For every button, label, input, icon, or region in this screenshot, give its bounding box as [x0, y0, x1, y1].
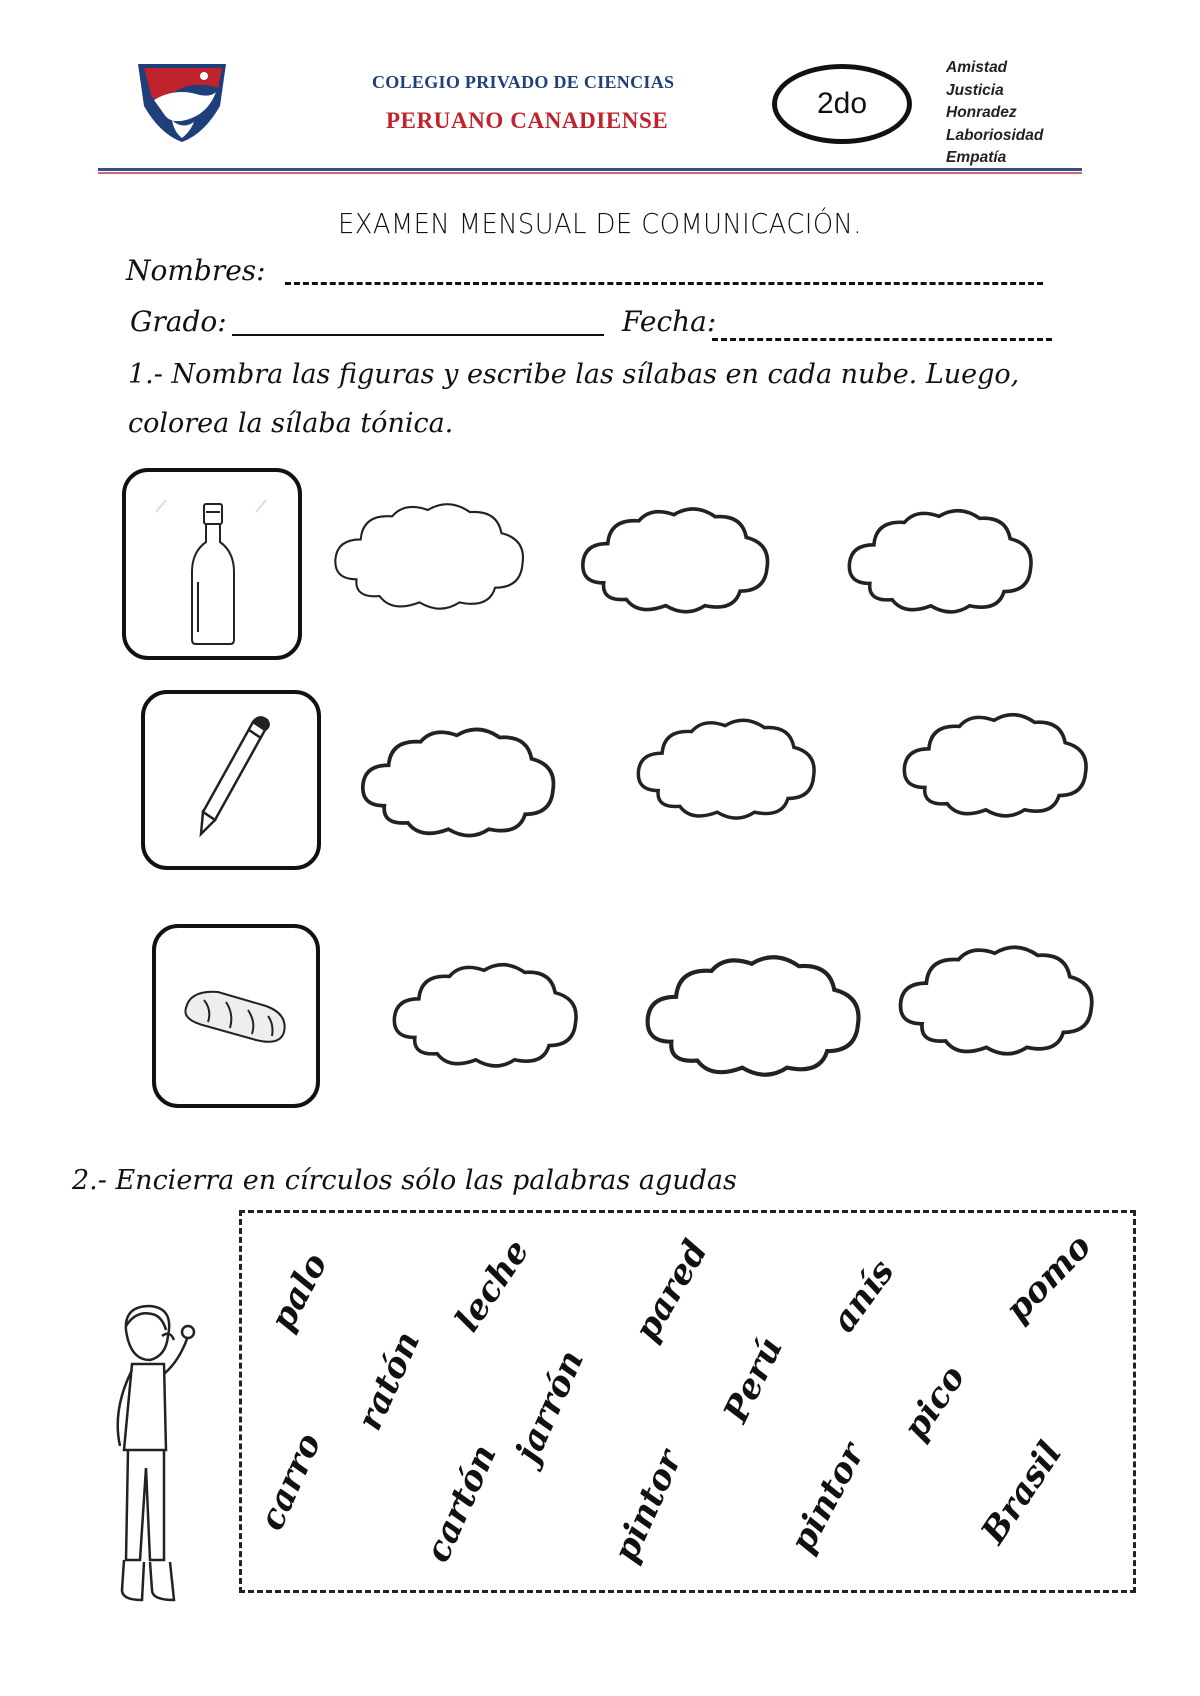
answer-cloud[interactable]: [890, 700, 1102, 822]
picture-box: [141, 690, 321, 870]
answer-cloud[interactable]: [592, 706, 862, 824]
word-option[interactable]: Brasil: [973, 1434, 1071, 1552]
word-option[interactable]: jarrón: [507, 1344, 593, 1469]
answer-cloud[interactable]: [560, 494, 792, 618]
word-option[interactable]: pintor: [782, 1436, 873, 1560]
answer-cloud[interactable]: [636, 928, 872, 1094]
word-option[interactable]: carro: [251, 1427, 330, 1537]
word-option[interactable]: anís: [823, 1252, 903, 1340]
word-option[interactable]: pintor: [605, 1444, 691, 1569]
answer-cloud[interactable]: [828, 496, 1054, 618]
school-shield-logo: [134, 58, 230, 144]
value-item: Justicia: [946, 81, 1004, 99]
grade-badge-text: 2do: [816, 87, 868, 120]
answer-cloud[interactable]: [348, 714, 570, 842]
value-item: Amistad: [946, 59, 1008, 76]
header-divider: [98, 168, 1082, 171]
boy-thinking-icon: [96, 1300, 206, 1620]
answer-cloud[interactable]: [364, 950, 608, 1072]
exam-title: EXAMEN MENSUAL DE COMUNICACIÓN.: [338, 207, 862, 240]
school-values-list: [946, 57, 1043, 170]
word-option[interactable]: cartón: [417, 1438, 505, 1569]
question-1-line1: 1.- Nombra las figuras y escribe las sílabas en cada nube. Luego,: [128, 359, 1020, 390]
value-item: Empatía: [946, 149, 1007, 166]
school-name-line1: COLEGIO PRIVADO DE CIENCIAS: [372, 72, 675, 92]
bottle-icon: [126, 472, 298, 656]
question-2-instruction: 2.- Encierra en círculos sólo las palabras agudas: [72, 1165, 737, 1196]
word-option[interactable]: pico: [895, 1358, 974, 1448]
word-option[interactable]: leche: [447, 1232, 538, 1340]
pencil-icon: [145, 694, 317, 866]
bread-icon: [156, 928, 316, 1104]
nombres-field[interactable]: [285, 282, 1043, 285]
header-divider-accent: [98, 172, 1082, 174]
word-option[interactable]: palo: [262, 1246, 336, 1338]
grado-label: Grado:: [130, 305, 227, 338]
school-name-line2: PERUANO CANADIENSE: [386, 108, 669, 133]
picture-box: [152, 924, 320, 1108]
grade-badge: [772, 64, 912, 144]
word-option[interactable]: pomo: [997, 1226, 1100, 1330]
word-option[interactable]: ratón: [349, 1325, 429, 1437]
nombres-label: Nombres:: [126, 254, 266, 287]
question-1-instruction: [128, 350, 1128, 448]
answer-cloud[interactable]: [325, 488, 535, 616]
fecha-label: Fecha:: [622, 305, 717, 338]
word-option[interactable]: pared: [626, 1233, 716, 1348]
value-item: Honradez: [946, 104, 1017, 121]
picture-box: [122, 468, 302, 660]
grado-field[interactable]: [232, 334, 604, 336]
question-1-line2: colorea la sílaba tónica.: [128, 408, 454, 439]
value-item: Laboriosidad: [946, 126, 1044, 144]
word-option[interactable]: Perú: [716, 1331, 791, 1429]
answer-cloud[interactable]: [890, 928, 1104, 1064]
fecha-field[interactable]: [712, 338, 1052, 341]
